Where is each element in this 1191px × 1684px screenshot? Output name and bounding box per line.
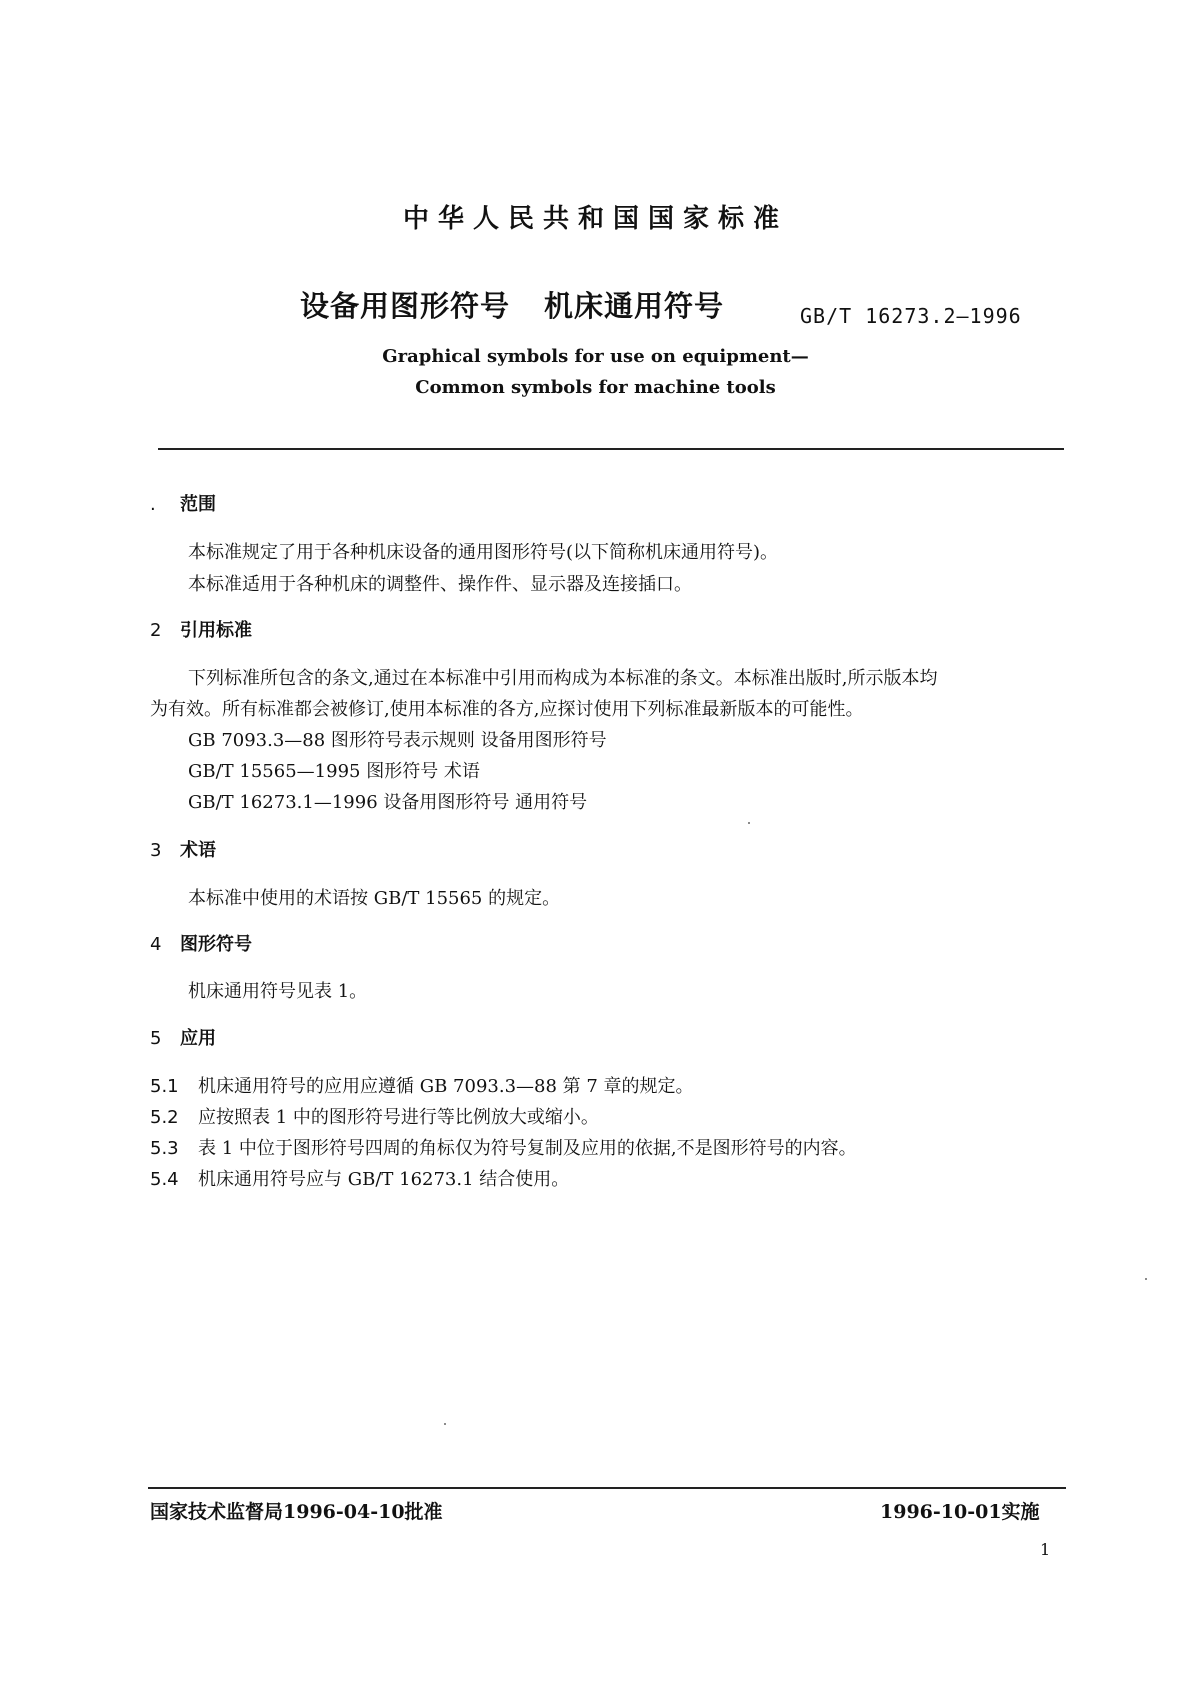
clause-text: 应按照表 1 中的图形符号进行等比例放大或缩小。 bbox=[198, 1107, 599, 1128]
english-title-line2: Common symbols for machine tools bbox=[415, 377, 776, 398]
clause-number: 5.3 bbox=[150, 1138, 179, 1159]
scan-speck bbox=[748, 822, 750, 824]
section-1-paragraph-2: 本标准适用于各种机床的调整件、操作件、显示器及连接插口。 bbox=[188, 574, 692, 595]
section-3-paragraph: 本标准中使用的术语按 GB/T 15565 的规定。 bbox=[188, 888, 561, 909]
section-4-number: 4 bbox=[150, 934, 162, 955]
scan-speck bbox=[1145, 1278, 1147, 1280]
approval-line: 国家技术监督局1996-04-10批准 bbox=[150, 1501, 443, 1523]
reference-item: GB 7093.3—88 图形符号表示规则 设备用图形符号 bbox=[188, 730, 607, 751]
section-3-title: 术语 bbox=[180, 840, 216, 861]
section-5-heading bbox=[150, 1024, 216, 1050]
page-number: 1 bbox=[1040, 1540, 1051, 1559]
clause-number: 5.2 bbox=[150, 1107, 179, 1128]
clause-item bbox=[150, 1103, 599, 1129]
reference-item: GB/T 16273.1—1996 设备用图形符号 通用符号 bbox=[188, 792, 588, 813]
chinese-title-part2: 机床通用符号 bbox=[544, 289, 725, 323]
footer-divider bbox=[148, 1487, 1066, 1489]
section-2-paragraph-line-1: 下列标准所包含的条文,通过在本标准中引用而构成为本标准的条文。本标准出版时,所示版本均 bbox=[188, 668, 938, 689]
section-2-number: 2 bbox=[150, 620, 162, 641]
section-2-paragraph-line-2: 为有效。所有标准都会被修订,使用本标准的各方,应探讨使用下列标准最新版本的可能性。 bbox=[150, 699, 864, 720]
clause-item bbox=[150, 1134, 857, 1160]
implementation-date: 1996-10-01实施 bbox=[880, 1501, 1040, 1523]
section-4-title: 图形符号 bbox=[180, 934, 252, 955]
clause-item bbox=[150, 1072, 694, 1098]
chinese-title-part1: 设备用图形符号 bbox=[300, 289, 511, 323]
section-5-title: 应用 bbox=[180, 1028, 216, 1049]
section-3-number: 3 bbox=[150, 840, 162, 861]
section-1-heading bbox=[150, 490, 216, 516]
clause-number: 5.1 bbox=[150, 1076, 179, 1097]
chinese-title bbox=[300, 284, 724, 325]
english-title-line1: Graphical symbols for use on equipment— bbox=[382, 346, 809, 367]
national-standard-title: 中华人民共和国国家标准 bbox=[402, 204, 788, 234]
section-4-paragraph: 机床通用符号见表 1。 bbox=[188, 981, 368, 1002]
section-4-heading bbox=[150, 930, 252, 956]
standard-code: GB/T 16273.2—1996 bbox=[800, 304, 1022, 328]
clause-number: 5.4 bbox=[150, 1169, 179, 1190]
clause-text: 机床通用符号应与 GB/T 16273.1 结合使用。 bbox=[198, 1169, 570, 1190]
section-1-paragraph-1: 本标准规定了用于各种机床设备的通用图形符号(以下简称机床通用符号)。 bbox=[188, 542, 779, 563]
header-divider bbox=[158, 448, 1064, 450]
clause-text: 表 1 中位于图形符号四周的角标仅为符号复制及应用的依据,不是图形符号的内容。 bbox=[198, 1138, 857, 1159]
section-1-number: . bbox=[150, 494, 156, 515]
scan-speck bbox=[444, 1423, 446, 1425]
section-2-heading bbox=[150, 616, 252, 642]
section-3-heading bbox=[150, 836, 216, 862]
clause-text: 机床通用符号的应用应遵循 GB 7093.3—88 第 7 章的规定。 bbox=[198, 1076, 694, 1097]
section-5-number: 5 bbox=[150, 1028, 162, 1049]
section-1-title: 范围 bbox=[180, 494, 216, 515]
reference-item: GB/T 15565—1995 图形符号 术语 bbox=[188, 761, 480, 782]
section-2-title: 引用标准 bbox=[180, 620, 252, 641]
clause-item bbox=[150, 1165, 569, 1191]
